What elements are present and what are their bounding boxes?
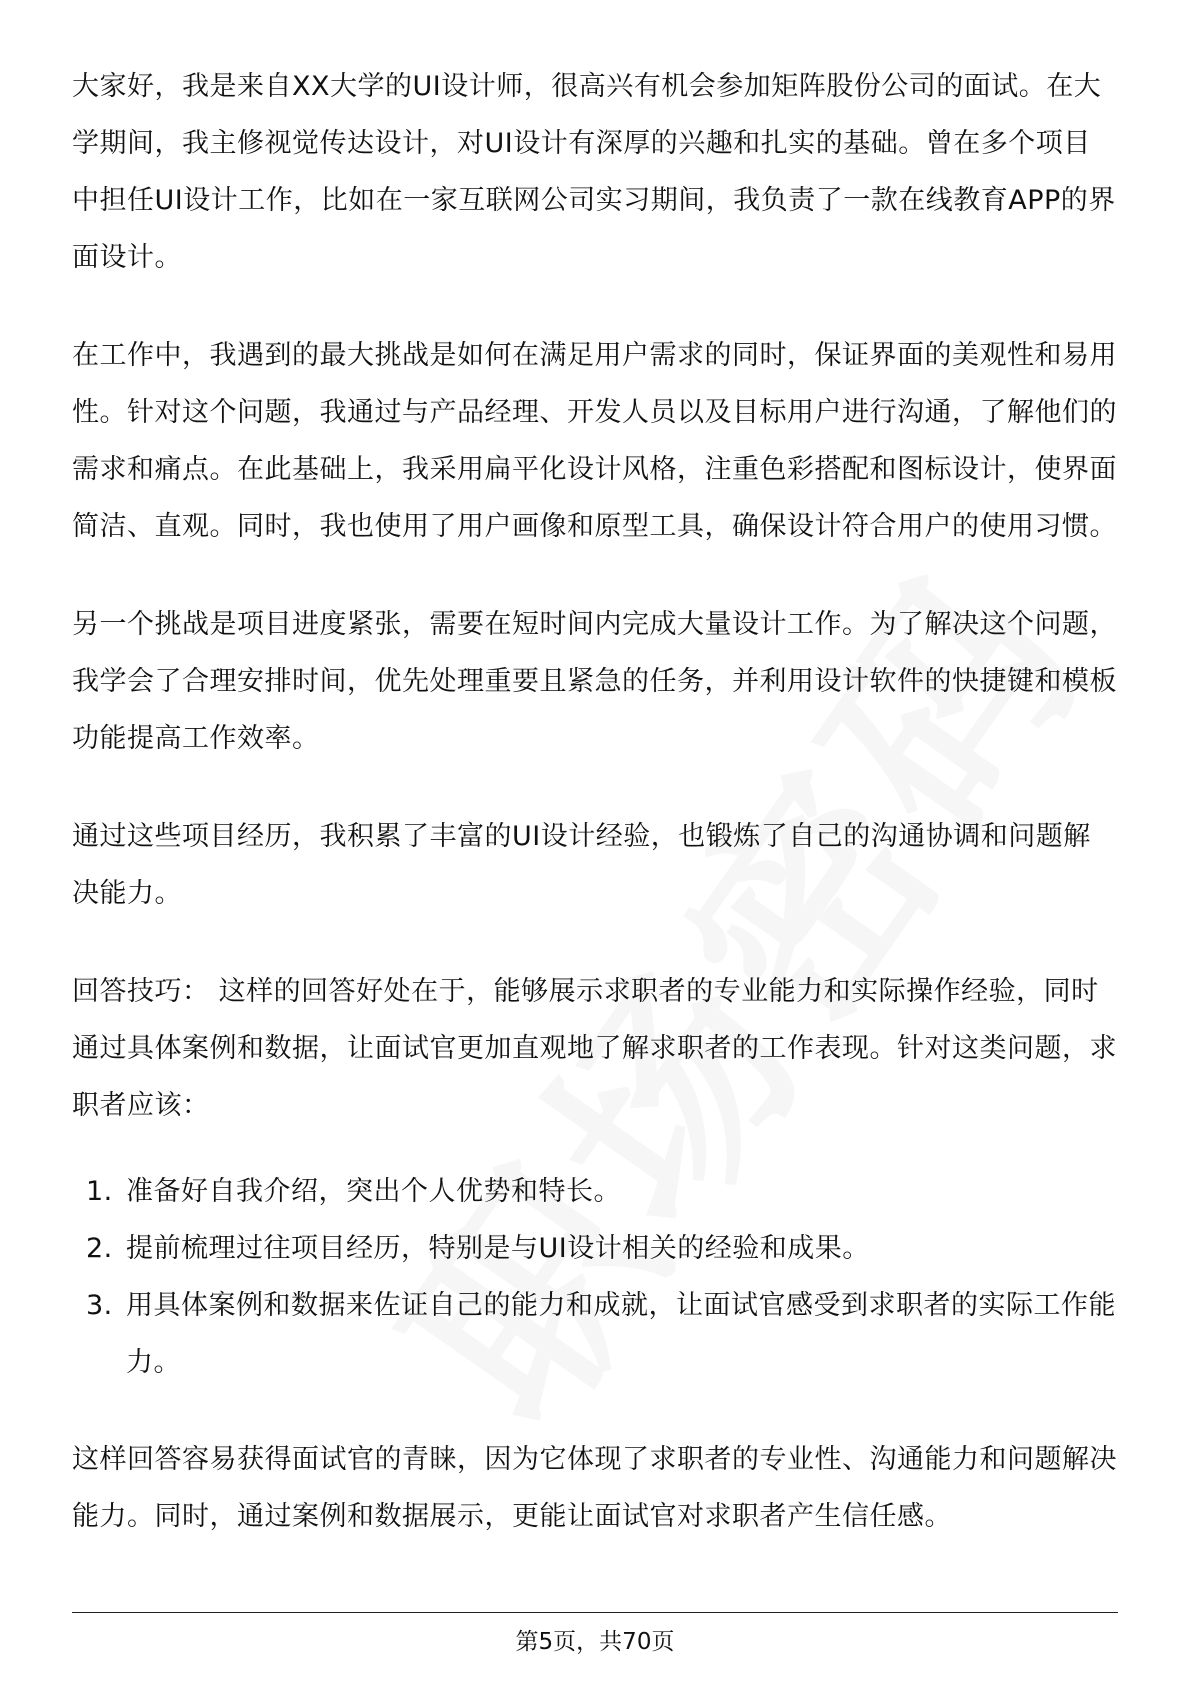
list-text: 用具体案例和数据来佐证自己的能力和成就，让面试官感受到求职者的实际工作能力。 <box>126 1290 1116 1378</box>
document-body <box>72 58 1118 1586</box>
paragraph-closing: 这样回答容易获得面试官的青睐，因为它体现了求职者的专业性、沟通能力和问题解决能力。同时，通过案例和数据展示，更能让面试官对求职者产生信任感。 <box>72 1444 1117 1532</box>
list-number: 2. <box>86 1233 113 1264</box>
list-item <box>72 1163 1118 1220</box>
paragraph-intro: 大家好，我是来自XX大学的UI设计师，很高兴有机会参加矩阵股份公司的面试。在大学期间，我主修视觉传达设计，对UI设计有深厚的兴趣和扎实的基础。曾在多个项目中担任UI设计工作，比如在一家互联网公司实习期间，我负责了一款在线教育APP的界面设计。 <box>72 71 1116 273</box>
paragraph-summary: 通过这些项目经历，我积累了丰富的UI设计经验，也锻炼了自己的沟通协调和问题解决能力。 <box>72 821 1091 909</box>
list-text: 提前梳理过往项目经历，特别是与UI设计相关的经验和成果。 <box>126 1233 870 1264</box>
list-item <box>72 1220 1118 1277</box>
list-number: 1. <box>86 1176 113 1207</box>
list-text: 准备好自我介绍，突出个人优势和特长。 <box>126 1176 621 1207</box>
tips-list <box>72 1163 1118 1391</box>
page-number: 第5页，共70页 <box>515 1629 675 1655</box>
list-item <box>72 1277 1118 1391</box>
paragraph-second-challenge: 另一个挑战是项目进度紧张，需要在短时间内完成大量设计工作。为了解决这个问题，我学会了合理安排时间，优先处理重要且紧急的任务，并利用设计软件的快捷键和模板功能提高工作效率。 <box>72 609 1117 754</box>
paragraph-tips: 回答技巧： 这样的回答好处在于，能够展示求职者的专业能力和实际操作经验，同时通过具体案例和数据，让面试官更加直观地了解求职者的工作表现。针对这类问题，求职者应该： <box>72 976 1117 1121</box>
paragraph-challenge: 在工作中，我遇到的最大挑战是如何在满足用户需求的同时，保证界面的美观性和易用性。针对这个问题，我通过与产品经理、开发人员以及目标用户进行沟通，了解他们的需求和痛点。在此基础上，我采用扁平化设计风格，注重色彩搭配和图标设计，使界面简洁、直观。同时，我也使用了用户画像和原型工具，确保设计符合用户的使用习惯。 <box>72 340 1117 542</box>
footer-divider <box>72 1612 1118 1613</box>
list-number: 3. <box>86 1290 113 1321</box>
